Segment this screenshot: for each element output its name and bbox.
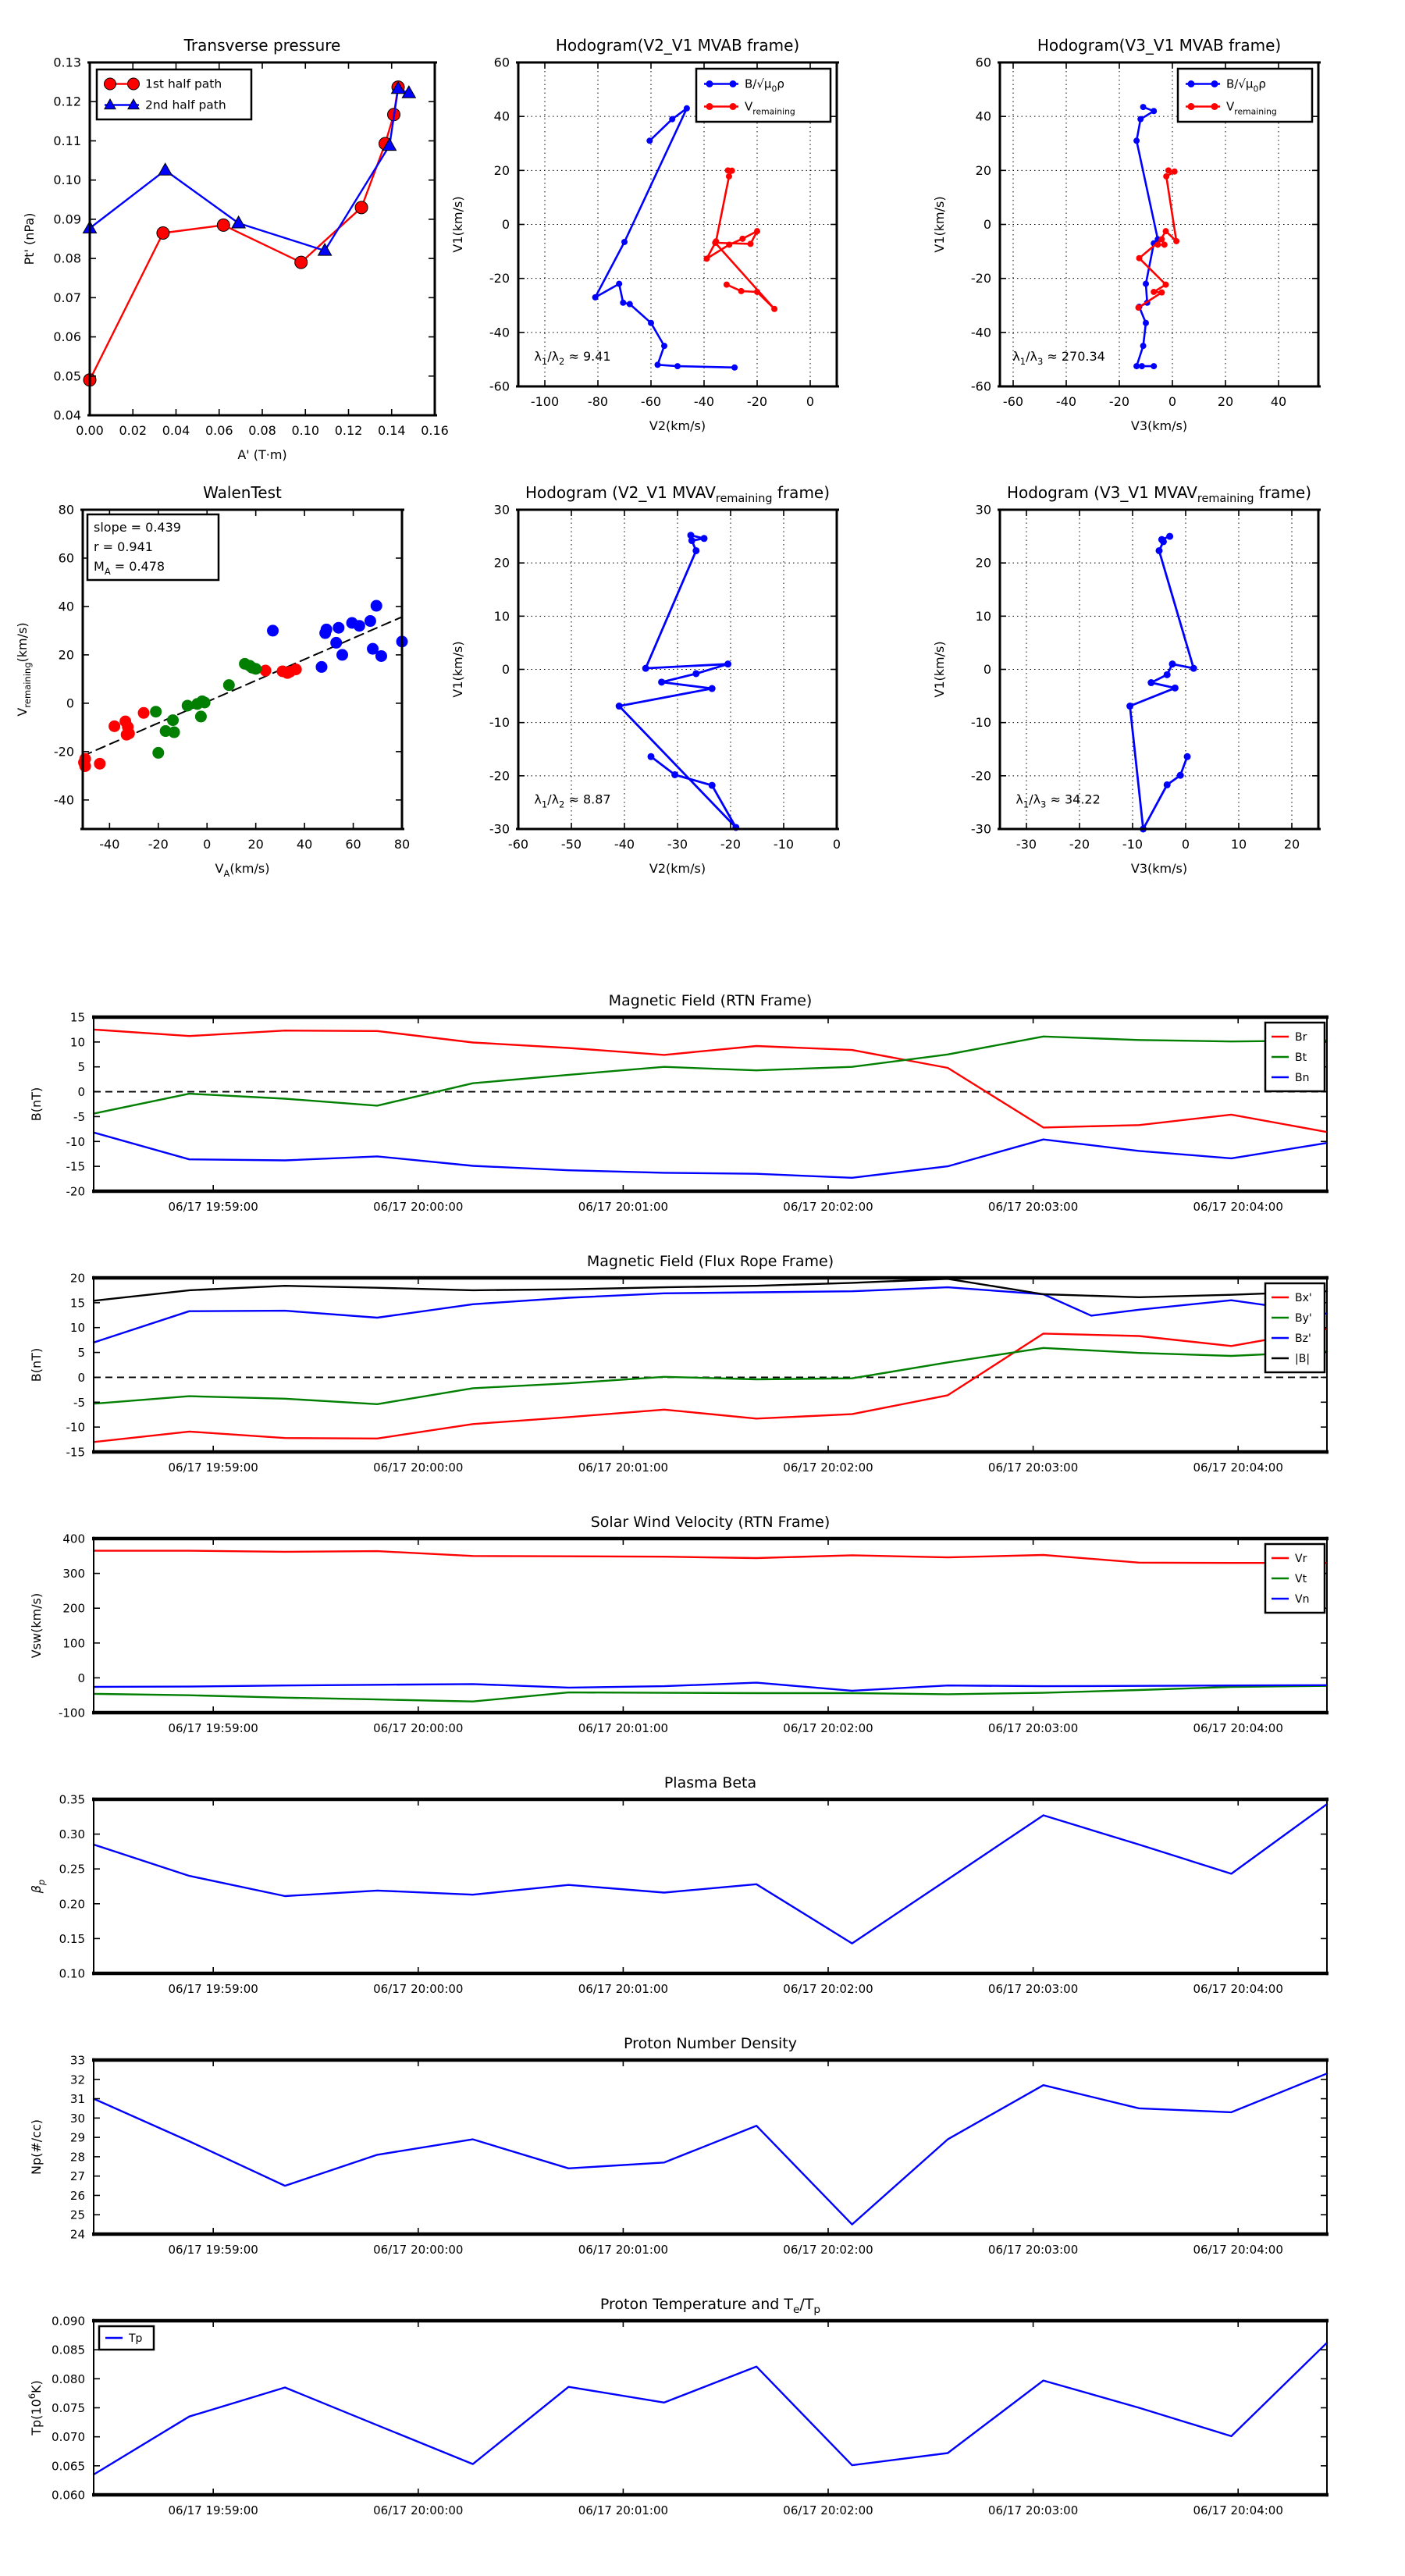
magnetic-field-flux-rope-series-By-prime xyxy=(94,1348,1327,1404)
svg-text:40: 40 xyxy=(1270,394,1287,409)
hodogram-v2v1-mvav-svg xyxy=(436,472,852,898)
svg-text:30: 30 xyxy=(493,502,510,518)
svg-text:0.35: 0.35 xyxy=(59,1792,85,1807)
magnetic-field-flux-rope-svg xyxy=(12,1240,1343,1521)
chart-hodogram-v2v1-mvab xyxy=(436,25,852,455)
chart-walen-test xyxy=(1,472,418,898)
magnetic-field-flux-rope-legend xyxy=(1265,1283,1325,1372)
svg-text:-20: -20 xyxy=(148,837,169,852)
svg-text:20: 20 xyxy=(493,555,510,571)
plasma-beta-series-beta-p xyxy=(94,1804,1327,1943)
svg-text:-60: -60 xyxy=(1002,394,1024,409)
svg-text:30: 30 xyxy=(975,502,991,518)
proton-temperature-y-axis-label: $Tp(10^6K)$ xyxy=(27,2380,44,2435)
svg-text:-30: -30 xyxy=(1016,837,1037,852)
magnetic-field-flux-rope-title: Magnetic Field (Flux Rope Frame) xyxy=(586,1253,834,1270)
svg-text:0.14: 0.14 xyxy=(377,423,406,438)
svg-text:06/17 20:02:00: 06/17 20:02:00 xyxy=(783,1461,873,1475)
svg-text:0.11: 0.11 xyxy=(53,133,81,148)
hodogram-v3v1-mvav-series-B-over-sqrt-mu0rho xyxy=(1126,533,1197,833)
svg-text:0: 0 xyxy=(203,837,212,852)
chart-hodogram-v2v1-mvav xyxy=(436,472,852,898)
hodogram-v3v1-mvab-x-axis-label: V3(km/s) xyxy=(1130,418,1188,433)
svg-text:20: 20 xyxy=(58,647,74,663)
svg-text:|B|: |B| xyxy=(1295,1353,1311,1365)
svg-text:-10: -10 xyxy=(970,715,991,731)
svg-text:-30: -30 xyxy=(667,837,688,852)
svg-text:-20: -20 xyxy=(53,744,74,760)
svg-text:B/√μ0ρ: $B/√\mu_0\rho$ xyxy=(745,76,784,94)
svg-text:30: 30 xyxy=(69,2111,85,2126)
svg-text:1st half path: 1st half path xyxy=(145,76,222,91)
solar-wind-velocity-svg xyxy=(12,1501,1343,1781)
plasma-beta-svg xyxy=(12,1762,1343,2042)
svg-text:-100: -100 xyxy=(58,1706,85,1720)
hodogram-v2v1-mvab-series-V-remaining xyxy=(703,167,777,311)
svg-text:10: 10 xyxy=(493,608,510,624)
svg-text:100: 100 xyxy=(62,1636,85,1651)
solar-wind-velocity-y-axis-label: Vsw(km/s) xyxy=(29,1592,44,1659)
svg-text:2nd half path: 2nd half path xyxy=(145,98,226,112)
svg-text:Vremaining: $V_{remaining}$ xyxy=(745,99,795,117)
svg-text:-15: -15 xyxy=(66,1159,85,1174)
proton-number-density-frame xyxy=(92,2058,1329,2236)
chart-solar-wind-velocity xyxy=(12,1501,1343,1781)
transverse-pressure-svg xyxy=(8,25,450,484)
svg-text:24: 24 xyxy=(69,2227,85,2242)
svg-text:06/17 20:04:00: 06/17 20:04:00 xyxy=(1193,2243,1283,2257)
svg-text:Bx': Bx' xyxy=(1295,1292,1312,1304)
hodogram-v3v1-mvab-series-B-over-sqrt-mu0rho xyxy=(1133,104,1161,369)
svg-text:06/17 20:04:00: 06/17 20:04:00 xyxy=(1193,1461,1283,1475)
svg-text:0.08: 0.08 xyxy=(53,251,81,266)
svg-text:60: 60 xyxy=(58,550,74,566)
svg-text:Vremaining: $V_{remaining}$ xyxy=(1226,99,1277,117)
svg-text:06/17 20:00:00: 06/17 20:00:00 xyxy=(373,1200,464,1214)
svg-text:27: 27 xyxy=(69,2169,85,2184)
hodogram-v2v1-mvab-legend xyxy=(696,69,831,122)
svg-text:0.085: 0.085 xyxy=(52,2343,85,2357)
svg-text:-20: -20 xyxy=(970,271,991,286)
svg-text:-60: -60 xyxy=(640,394,662,409)
chart-hodogram-v3v1-mvab xyxy=(918,25,1334,455)
svg-text:10: 10 xyxy=(975,608,991,624)
svg-text:06/17 20:02:00: 06/17 20:02:00 xyxy=(783,2243,873,2257)
svg-text:-80: -80 xyxy=(587,394,609,409)
svg-text:06/17 20:02:00: 06/17 20:02:00 xyxy=(783,1200,873,1214)
svg-text:300: 300 xyxy=(62,1567,85,1582)
svg-text:06/17 20:03:00: 06/17 20:03:00 xyxy=(987,2503,1079,2517)
hodogram-v3v1-mvav-annotation: $\lambda_1/\lambda_3 \approx 34.22$ xyxy=(1016,792,1101,810)
solar-wind-velocity-title: Solar Wind Velocity (RTN Frame) xyxy=(590,1514,831,1531)
hodogram-v3v1-mvab-title: Hodogram(V3_V1 MVAB frame) xyxy=(1037,36,1282,55)
magnetic-field-rtn-series-Bt xyxy=(94,1037,1327,1114)
svg-text:-20: -20 xyxy=(489,768,510,784)
svg-text:60: 60 xyxy=(975,55,991,70)
svg-text:0.00: 0.00 xyxy=(76,423,104,438)
svg-text:15: 15 xyxy=(69,1296,85,1311)
svg-text:06/17 20:01:00: 06/17 20:01:00 xyxy=(578,2503,669,2517)
chart-plasma-beta xyxy=(12,1762,1343,2042)
plasma-beta-tick-labels xyxy=(59,1793,1283,1997)
svg-text:06/17 19:59:00: 06/17 19:59:00 xyxy=(168,2503,258,2517)
magnetic-field-rtn-legend xyxy=(1265,1023,1325,1091)
svg-text:-50: -50 xyxy=(560,837,582,852)
magnetic-field-rtn-frame xyxy=(92,1016,1329,1194)
svg-text:-10: -10 xyxy=(1122,837,1144,852)
magnetic-field-rtn-series-Br xyxy=(94,1030,1327,1132)
proton-number-density-y-axis-label: Np(#/cc) xyxy=(29,2119,44,2175)
svg-text:0.07: 0.07 xyxy=(53,290,81,305)
proton-number-density-title: Proton Number Density xyxy=(624,2035,797,2052)
svg-text:06/17 20:00:00: 06/17 20:00:00 xyxy=(373,1721,464,1735)
svg-text:40: 40 xyxy=(296,837,313,852)
solar-wind-velocity-legend xyxy=(1265,1544,1325,1613)
svg-text:0.065: 0.065 xyxy=(52,2459,85,2474)
hodogram-v2v1-mvab-y-axis-label: V1(km/s) xyxy=(450,196,465,253)
svg-text:0: 0 xyxy=(832,837,841,852)
svg-text:5: 5 xyxy=(77,1346,85,1361)
hodogram-v3v1-mvav-y-axis-label: V1(km/s) xyxy=(932,641,947,698)
svg-text:-40: -40 xyxy=(53,792,74,808)
svg-text:06/17 20:01:00: 06/17 20:01:00 xyxy=(578,2243,669,2257)
walen-test-title: WalenTest xyxy=(203,483,282,502)
svg-text:0.25: 0.25 xyxy=(59,1862,85,1877)
transverse-pressure-title: Transverse pressure xyxy=(183,36,341,55)
magnetic-field-flux-rope-series-Bx-prime xyxy=(94,1329,1327,1443)
hodogram-v2v1-mvav-y-axis-label: V1(km/s) xyxy=(450,641,465,698)
svg-text:29: 29 xyxy=(69,2130,85,2145)
magnetic-field-flux-rope-ticks xyxy=(94,1278,1327,1452)
svg-text:20: 20 xyxy=(1217,394,1234,409)
svg-text:40: 40 xyxy=(493,109,510,124)
solar-wind-velocity-tick-labels xyxy=(59,1532,1283,1736)
svg-text:06/17 20:04:00: 06/17 20:04:00 xyxy=(1193,2503,1283,2517)
svg-text:-20: -20 xyxy=(970,768,991,784)
transverse-pressure-y-axis-label: Pt' (nPa) xyxy=(22,212,37,265)
svg-text:80: 80 xyxy=(58,502,74,518)
plasma-beta-frame xyxy=(92,1798,1329,1976)
svg-text:-20: -20 xyxy=(1108,394,1130,409)
walen-test-legend xyxy=(87,514,219,580)
svg-text:0.12: 0.12 xyxy=(334,423,363,438)
svg-text:5: 5 xyxy=(77,1060,85,1075)
svg-text:06/17 20:03:00: 06/17 20:03:00 xyxy=(987,1721,1079,1735)
chart-magnetic-field-rtn xyxy=(12,980,1343,1260)
svg-text:0.060: 0.060 xyxy=(52,2488,85,2503)
svg-text:0.06: 0.06 xyxy=(53,329,81,345)
hodogram-v3v1-mvab-y-axis-label: V1(km/s) xyxy=(932,196,947,253)
svg-text:0.02: 0.02 xyxy=(119,423,148,438)
proton-temperature-legend xyxy=(99,2326,154,2350)
transverse-pressure-legend xyxy=(97,69,251,119)
proton-temperature-svg xyxy=(12,2283,1343,2564)
svg-text:32: 32 xyxy=(69,2073,85,2087)
svg-text:-60: -60 xyxy=(507,837,529,852)
svg-text:40: 40 xyxy=(58,599,74,614)
svg-text:0: 0 xyxy=(66,696,74,711)
svg-text:-40: -40 xyxy=(693,394,715,409)
svg-text:06/17 20:01:00: 06/17 20:01:00 xyxy=(578,1200,669,1214)
svg-text:-40: -40 xyxy=(614,837,635,852)
svg-text:0.12: 0.12 xyxy=(53,94,81,109)
svg-text:-20: -20 xyxy=(746,394,768,409)
svg-text:slope = 0.439: slope = 0.439 xyxy=(94,520,181,535)
hodogram-v3v1-mvab-svg xyxy=(918,25,1334,455)
svg-text:-20: -20 xyxy=(489,271,510,286)
hodogram-v3v1-mvav-grid xyxy=(1000,510,1318,829)
hodogram-v3v1-mvav-x-axis-label: V3(km/s) xyxy=(1130,861,1188,876)
svg-text:0.09: 0.09 xyxy=(53,212,81,227)
transverse-pressure-series-1st half path xyxy=(84,81,404,386)
magnetic-field-flux-rope-series-B-magnitude xyxy=(94,1279,1327,1300)
svg-text:0.06: 0.06 xyxy=(205,423,233,438)
svg-text:-10: -10 xyxy=(66,1134,85,1149)
solar-wind-velocity-series-Vr xyxy=(94,1551,1327,1564)
svg-text:-100: -100 xyxy=(530,394,560,409)
plasma-beta-title: Plasma Beta xyxy=(663,1774,757,1791)
svg-text:15: 15 xyxy=(69,1010,85,1025)
magnetic-field-rtn-svg xyxy=(12,980,1343,1260)
svg-text:-10: -10 xyxy=(489,715,510,731)
svg-text:0: 0 xyxy=(501,662,510,677)
hodogram-v2v1-mvab-svg xyxy=(436,25,852,455)
svg-text:20: 20 xyxy=(975,555,991,571)
walen-test-series-first-third xyxy=(78,664,302,772)
hodogram-v2v1-mvab-x-axis-label: V2(km/s) xyxy=(649,418,706,433)
svg-text:80: 80 xyxy=(393,837,411,852)
svg-text:06/17 19:59:00: 06/17 19:59:00 xyxy=(168,1721,258,1735)
magnetic-field-rtn-tick-labels xyxy=(66,1011,1283,1215)
proton-temperature-title: Proton Temperature and $T_e/T_p$ xyxy=(599,2296,821,2316)
svg-text:B/√μ0ρ: $B/√\mu_0\rho$ xyxy=(1226,76,1266,94)
svg-text:06/17 20:03:00: 06/17 20:03:00 xyxy=(987,1200,1079,1214)
svg-text:-40: -40 xyxy=(99,837,120,852)
svg-text:By': By' xyxy=(1295,1312,1312,1325)
svg-text:06/17 20:00:00: 06/17 20:00:00 xyxy=(373,2503,464,2517)
svg-text:40: 40 xyxy=(975,109,991,124)
svg-text:06/17 20:00:00: 06/17 20:00:00 xyxy=(373,1982,464,1996)
magnetic-field-rtn-y-axis-label: B(nT) xyxy=(29,1087,44,1122)
svg-text:10: 10 xyxy=(69,1321,85,1336)
svg-text:Bt: Bt xyxy=(1295,1051,1307,1064)
svg-text:26: 26 xyxy=(69,2188,85,2203)
svg-text:10: 10 xyxy=(1230,837,1247,852)
svg-text:-20: -20 xyxy=(720,837,742,852)
proton-temperature-series-Tp xyxy=(94,2343,1327,2475)
svg-text:Vt: Vt xyxy=(1295,1573,1307,1585)
svg-text:20: 20 xyxy=(69,1271,85,1286)
svg-text:0: 0 xyxy=(1181,837,1190,852)
svg-text:-10: -10 xyxy=(66,1420,85,1435)
svg-text:0.04: 0.04 xyxy=(162,423,190,438)
svg-text:0.10: 0.10 xyxy=(59,1966,85,1981)
svg-text:-20: -20 xyxy=(66,1184,85,1199)
svg-text:06/17 20:01:00: 06/17 20:01:00 xyxy=(578,1461,669,1475)
hodogram-v3v1-mvab-annotation: $\lambda_1/\lambda_3 \approx 270.34$ xyxy=(1012,348,1105,367)
svg-text:0.075: 0.075 xyxy=(52,2401,85,2415)
svg-text:06/17 20:00:00: 06/17 20:00:00 xyxy=(373,2243,464,2257)
proton-number-density-tick-labels xyxy=(70,2054,1283,2258)
svg-text:Tp: Tp xyxy=(129,2332,143,2345)
svg-text:0.090: 0.090 xyxy=(52,2314,85,2329)
svg-text:06/17 20:04:00: 06/17 20:04:00 xyxy=(1193,1721,1283,1735)
hodogram-v2v1-mvav-series-B-over-sqrt-mu0rho xyxy=(616,532,740,831)
svg-text:Vr: Vr xyxy=(1295,1553,1307,1565)
svg-text:-40: -40 xyxy=(970,325,991,340)
svg-text:60: 60 xyxy=(345,837,361,852)
svg-text:06/17 20:04:00: 06/17 20:04:00 xyxy=(1193,1982,1283,1996)
svg-text:06/17 19:59:00: 06/17 19:59:00 xyxy=(168,1982,258,1996)
walen-test-y-axis-label: $V_{remaining}(km/s)$ xyxy=(15,622,33,717)
svg-text:06/17 20:02:00: 06/17 20:02:00 xyxy=(783,1721,873,1735)
svg-text:33: 33 xyxy=(69,2053,85,2068)
svg-text:25: 25 xyxy=(69,2208,85,2222)
svg-text:-10: -10 xyxy=(773,837,795,852)
plasma-beta-ticks xyxy=(94,1799,1327,1973)
hodogram-v2v1-mvav-annotation: $\lambda_1/\lambda_2 \approx 8.87$ xyxy=(534,792,611,810)
hodogram-v2v1-mvab-annotation: $\lambda_1/\lambda_2 \approx 9.41$ xyxy=(534,348,611,367)
svg-text:06/17 19:59:00: 06/17 19:59:00 xyxy=(168,2243,258,2257)
svg-text:-20: -20 xyxy=(1069,837,1090,852)
svg-text:10: 10 xyxy=(69,1035,85,1050)
magnetic-field-rtn-title: Magnetic Field (RTN Frame) xyxy=(608,992,813,1009)
svg-text:20: 20 xyxy=(975,162,991,178)
svg-text:0: 0 xyxy=(77,1085,85,1100)
svg-text:0: 0 xyxy=(983,662,991,677)
svg-text:0: 0 xyxy=(77,1370,85,1385)
svg-text:-30: -30 xyxy=(970,821,991,837)
svg-text:06/17 19:59:00: 06/17 19:59:00 xyxy=(168,1461,258,1475)
plasma-beta-y-axis-label: $\beta_p$ xyxy=(29,1879,47,1894)
svg-text:0.070: 0.070 xyxy=(52,2430,85,2445)
chart-hodogram-v3v1-mvav xyxy=(918,472,1334,898)
svg-text:28: 28 xyxy=(69,2150,85,2165)
svg-text:Bn: Bn xyxy=(1295,1072,1310,1084)
walen-test-series-last-third xyxy=(267,600,407,673)
walen-test-svg xyxy=(1,472,418,898)
chart-transverse-pressure xyxy=(8,25,450,484)
svg-text:Vn: Vn xyxy=(1295,1593,1310,1606)
svg-text:r = 0.941: r = 0.941 xyxy=(94,539,153,554)
svg-text:-60: -60 xyxy=(970,379,991,394)
magnetic-field-flux-rope-tick-labels xyxy=(66,1272,1283,1475)
svg-text:0.05: 0.05 xyxy=(53,368,81,384)
svg-text:06/17 20:00:00: 06/17 20:00:00 xyxy=(373,1461,464,1475)
magnetic-field-flux-rope-frame xyxy=(92,1276,1329,1454)
chart-proton-number-density xyxy=(12,2023,1343,2303)
svg-text:0.13: 0.13 xyxy=(53,55,81,70)
svg-text:-5: -5 xyxy=(73,1395,85,1410)
proton-temperature-frame xyxy=(92,2319,1329,2497)
svg-text:0.08: 0.08 xyxy=(248,423,276,438)
chart-magnetic-field-flux-rope xyxy=(12,1240,1343,1521)
walen-test-x-axis-label: $V_A(km/s)$ xyxy=(215,861,270,879)
svg-text:31: 31 xyxy=(69,2092,85,2107)
magnetic-field-flux-rope-series-Bz-prime xyxy=(94,1287,1327,1343)
svg-text:0: 0 xyxy=(806,394,815,409)
svg-text:06/17 20:01:00: 06/17 20:01:00 xyxy=(578,1721,669,1735)
svg-text:-30: -30 xyxy=(489,821,510,837)
hodogram-v3v1-mvav-svg xyxy=(918,472,1334,898)
hodogram-v2v1-mvav-grid xyxy=(518,510,837,829)
svg-text:06/17 20:01:00: 06/17 20:01:00 xyxy=(578,1982,669,1996)
magnetic-field-flux-rope-y-axis-label: B(nT) xyxy=(29,1347,44,1382)
hodogram-v2v1-mvav-x-axis-label: V2(km/s) xyxy=(649,861,706,876)
magnetic-field-rtn-ticks xyxy=(94,1017,1327,1191)
svg-text:06/17 20:04:00: 06/17 20:04:00 xyxy=(1193,1200,1283,1214)
svg-text:-40: -40 xyxy=(1055,394,1077,409)
walen-test-series-middle-third xyxy=(150,658,261,759)
svg-text:06/17 20:02:00: 06/17 20:02:00 xyxy=(783,1982,873,1996)
svg-text:0.15: 0.15 xyxy=(59,1931,85,1946)
svg-text:06/17 20:03:00: 06/17 20:03:00 xyxy=(987,1982,1079,1996)
svg-text:0: 0 xyxy=(1168,394,1177,409)
svg-text:20: 20 xyxy=(1283,837,1300,852)
svg-text:0: 0 xyxy=(983,217,991,232)
svg-text:0: 0 xyxy=(77,1670,85,1685)
proton-temperature-tick-labels xyxy=(52,2314,1283,2518)
svg-text:Br: Br xyxy=(1295,1031,1307,1044)
svg-text:0.30: 0.30 xyxy=(59,1827,85,1842)
svg-text:0: 0 xyxy=(501,217,510,232)
svg-text:400: 400 xyxy=(62,1532,85,1546)
svg-text:20: 20 xyxy=(493,162,510,178)
svg-text:06/17 20:03:00: 06/17 20:03:00 xyxy=(987,1461,1079,1475)
svg-text:20: 20 xyxy=(247,837,264,852)
svg-text:-15: -15 xyxy=(66,1445,85,1460)
hodogram-v3v1-mvav-title: Hodogram (V3_V1 $MVAV_{remaining}$ frame) xyxy=(1006,483,1312,505)
chart-proton-temperature xyxy=(12,2283,1343,2564)
svg-text:0.10: 0.10 xyxy=(291,423,320,438)
svg-text:-5: -5 xyxy=(73,1109,85,1124)
hodogram-v2v1-mvab-title: Hodogram(V2_V1 MVAB frame) xyxy=(555,36,800,55)
proton-number-density-series-Np xyxy=(94,2073,1327,2224)
svg-text:Bz': Bz' xyxy=(1295,1332,1311,1345)
svg-text:0.20: 0.20 xyxy=(59,1897,85,1912)
svg-text:0.04: 0.04 xyxy=(53,407,81,423)
svg-text:0.16: 0.16 xyxy=(421,423,449,438)
svg-text:-60: -60 xyxy=(489,379,510,394)
svg-text:06/17 20:03:00: 06/17 20:03:00 xyxy=(987,2243,1079,2257)
proton-number-density-ticks xyxy=(94,2060,1327,2234)
svg-text:06/17 19:59:00: 06/17 19:59:00 xyxy=(168,1200,258,1214)
svg-text:0.080: 0.080 xyxy=(52,2371,85,2386)
svg-text:0.10: 0.10 xyxy=(53,173,81,188)
svg-text:MA = 0.478: $M_A = 0.478$ xyxy=(94,559,165,577)
solar-wind-velocity-series-Vt xyxy=(94,1686,1327,1702)
proton-number-density-svg xyxy=(12,2023,1343,2303)
svg-text:06/17 20:02:00: 06/17 20:02:00 xyxy=(783,2503,873,2517)
svg-text:60: 60 xyxy=(493,55,510,70)
svg-text:-40: -40 xyxy=(489,325,510,340)
transverse-pressure-x-axis-label: A' (T·m) xyxy=(237,447,287,462)
hodogram-v2v1-mvav-title: Hodogram (V2_V1 $MVAV_{remaining}$ frame) xyxy=(525,483,831,505)
hodogram-v3v1-mvab-legend xyxy=(1178,69,1312,122)
magnetic-field-rtn-series-Bn xyxy=(94,1133,1327,1178)
svg-text:200: 200 xyxy=(62,1601,85,1616)
